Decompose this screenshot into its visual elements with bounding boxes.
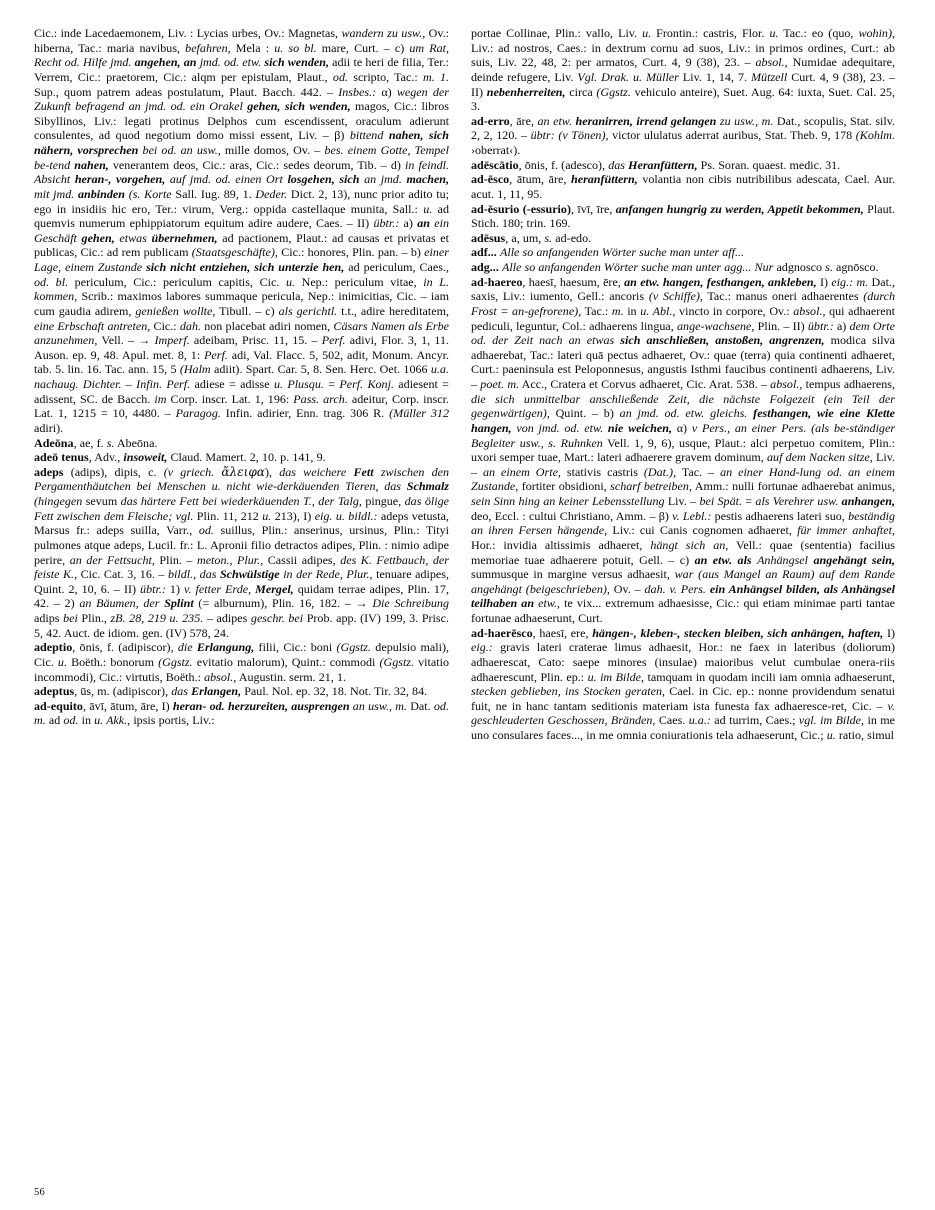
dict-entry: adg... Alle so anfangenden Wörter suche man unter agg... Nur adgnosco s. agnōsco. [471, 260, 879, 274]
dict-entry: adēscātio, ōnis, f. (adesco), das Heranfüttern, Ps. Soran. quaest. medic. 31. [471, 157, 841, 172]
dict-entry: adeptus, ūs, m. (adipiscor), das Erlangen, Paul. Nol. ep. 32, 18. Not. Tir. 32, 84. [34, 684, 428, 699]
dict-entry: ad-equito, āvī, ātum, āre, I) heran- od. herzureiten, ausprengen an usw., m. Dat. od. m. ad od. in u. Akk., ipsis portis, Liv.: [34, 698, 449, 728]
right-text-column [471, 26, 895, 743]
dict-entry: ad-haereo, haesī, haesum, ēre, an etw. hangen, festhangen, ankleben, I) eig.: m. Dat., saxis, Liv.: iumento, Gell.: ancoris (v Schiffe), Tac.: manus oneri adhaerentes (durch Frost = an-gefrorene), Tac.: m. in u. Abl., vincto in corpore, Ov.: absol., qui adhaerent pediculi, leguntur, Col.: adhaerens lingua, ange-wachsene, Plin. – II) übtr.: a) dem Orte od. der Zeit nach an etwas sich anschließen, anstoßen, angrenzen, modica silva adhaerebat, Tac.: lateri quā pectus adhaeret, Ov.: quae (terra) quia continenti adhaeret, Curt.: paeninsula est Peloponnesus, angustis Isthmi faucibus continenti adhaerens, Liv. – poet. m. Acc., Cratera et Corvus adhaeret, Cic. Arat. 538. – absol., tempus adhaerens, die sich unmittelbar anschließende Zeit, die nächste Folgezeit (ein Teil der gegenwärtigen), Quint. – b) an jmd. od. etw. gleichs. festhangen, wie eine Klette hangen, von jmd. od. etw. nie weichen, α) v Pers., an einer Pers. (als be-ständiger Begleiter usw., s. Ruhnken Vell. 1, 9, 6), usque, Plaut.: alci perpetuo comitem, Plin.: uxori semper tuae, Mart.: lateri adhaerere gravem dominum, auf dem Nacken sitze, Liv. – an einem Orte, stativis castris (Dat.), Tac. – an einer Hand-lung od. an einem Zustande, fortiter obsidioni, scharf betreiben, Amm.: nulli fortunae adhaerebat animus, sein Sinn hing an keiner Lebensstellung Liv. – bei Spät. = als Verehrer usw. anhangen, deo, Eccl. : cultui Christiano, Amm. – β) v. Lebl.: pestis adhaerens lateri suo, beständig an ihren Fersen hängende, Liv.: cui Canis cognomen adhaeret, für immer anhaftet, Hor.: invidia altissimis adhaeret, hängt sich an, Vell.: quae (sententia) facilius memoriae tuae adhaerere potuit, Gell. – c) an etw. als Anhängsel angehängt sein, summusque in margine versus adhaesit, war (aus Mangel an Raum) auf dem Rande angehängt (beigeschrieben), Ov. – dah. v. Pers. ein Anhängsel bilden, als Anhängsel teilhaben an etw., te vix... extremum adhaesisse, Cic.: qui etiam minimae parti tantae fortunae adhaeserunt, Curt. [471, 274, 896, 625]
two-column-layout [34, 26, 899, 1176]
dict-entry: portae Collinae, Plin.: vallo, Liv. u. Frontin.: castris, Flor. u. Tac.: eo (quo, wohin), Liv.: ad nostros, Caes.: in dextrum cornu ad suos, Liv.: in primos ordines, Curt.: ab suis, Liv. 22, 48, 2: per armatos, Curt. 4, 9 (38), 23. – absol., Numidae adequitare, deinde refugere, Liv. Vgl. Drak. u. Müller Liv. 1, 14, 7. Mützell Curt. 4, 9 (38), 23. – II) nebenherreiten, circa (Ggstz. vehiculo anteire), Suet. Aug. 64: iuxta, Suet. Cal. 25, 3. [471, 26, 895, 114]
dict-entry: Adeōna, ae, f. s. Abeōna. [34, 435, 158, 450]
page-number: 56 [34, 1187, 45, 1198]
dict-entry: adeps (adips), dipis, c. (v griech. ἄλειφα), das weichere Fett zwischen den Pergamenthäutchen bei Menschen u. nicht wie-derkäuenden Tieren, das Schmalz (hingegen sevum das härtere Fett bei wiederkäuenden T., der Talg, pingue, das ölige Fett zwischen dem Fleische; vgl. Plin. 11, 212 u. 213), I) eig. u. bildl.: adeps vetusta, Marsus fr.: adeps suilla, Varr., od. suillus, Plin.: anserinus, ursinus, Plin.: Tityi pulmones atque adeps, Lucil. fr.: L. Apronii filio detractos adipes, Plin. : nimio adipe perire, an der Fettsucht, Plin. – meton., Plur., Cassii adipes, des K. Fettbauch, der feiste K., Cic. Cat. 3, 16. – bildl., das Schwülstige in der Rede, Plur., tenuare adipes, Quint. 2, 10, 6. – II) übtr.: 1) v. fetter Erde, Mergel, quidam terrae adipes, Plin. 17, 42. – 2) an Bäumen, der Splint (= alburnum), Plin. 16, 182. – → Die Schreibung adips bei Plin., zB. 28, 219 u. 235. – adipes geschr. bei Prob. app. (IV) 199, 3. Prisc. 5, 42. Auct. de idiom. gen. (IV) 578, 24. [34, 464, 450, 640]
dict-entry: ad-haerēsco, haesī, ere, hängen-, kleben-, stecken bleiben, sich anhängen, haften, I) eig.: gravis lateri craterae limus adhaesit, Hor.: ne faex in lateribus (doliorum) adhaerescat, Cato: saepe minores (insulae) maioribus velut cumbulae onera-riis adhaerescunt, Plin. ep.: u. im Bilde, tamquam in quodam incili iam omnia adhaeserunt, stecken geblieben, ins Stocken geraten, Cael. in Cic. ep.: nonne providendum senatui fuit, ne in hanc tantam seditionis materiam ista funesta fax adhaeresce-ret, Cic. – v. geschleuderten Geschossen, Bränden, Caes. u.a.: ad turrim, Caes.; vgl. im Bilde, in me uno consulares faces..., in me omnia coniurationis tela adhaeserunt, Cic.; u. ratio, simul [471, 625, 896, 742]
dict-entry: adeō tenus, Adv., insoweit, Claud. Mamert. 2, 10. p. 141, 9. [34, 450, 326, 465]
dict-entry: ad-ēsurio (-essurio), īvī, īre, anfangen hungrig zu werden, Appetit bekommen, Plaut. Stich. 180; trin. 169. [471, 201, 895, 231]
dict-entry: adf... Alle so anfangenden Wörter suche man unter aff... [471, 245, 745, 260]
dict-entry: adeptio, ōnis, f. (adipiscor), die Erlangung, filii, Cic.: boni (Ggstz. depulsio mali), Cic. u. Boëth.: bonorum (Ggstz. evitatio malorum), Quint.: commodi (Ggstz. vitatio incommodi), Cic.: virtutis, Boëth.: absol., Augustin. serm. 21, 1. [34, 640, 449, 684]
dict-entry: ad-erro, āre, an etw. heranirren, irrend gelangen zu usw., m. Dat., scopulis, Stat. silv. 2, 2, 120. – übtr: (v Tönen), victor ululatus aderrat auribus, Stat. Theb. 9, 178 (Kohlm. ›oberrat‹). [471, 113, 896, 157]
left-text-column [34, 26, 449, 728]
dict-entry: ad-ēsco, ātum, āre, heranfüttern, volantia non cibis nutribilibus adescata, Cael. Aur. acut. 1, 11, 95. [471, 172, 895, 201]
dict-entry: Cic.: inde Lacedaemonem, Liv. : Lycias urbes, Ov.: Magnetas, wandern zu usw., Ov.: hiberna, Tac.: maria navibus, befahren, Mela : u. so bl. mare, Curt. – c) um Rat, Recht od. Hilfe jmd. angehen, an jmd. od. etw. sich wenden, adii te heri de filia, Ter.: Verrem, Cic.: praetorem, Cic.: alqm per epistulam, Plaut., od. scripto, Tac.: m. 1. Sup., quom patrem adeas postulatum, Plaut. Bacch. 442. – Insbes.: α) wegen der Zukunft befragend an jmd. od. ein Orakel gehen, sich wenden, magos, Cic.: libros Sibyllinos, Liv.: legati protinus Delphos cum escendissent, oraculum adierunt consulentes, ad quod negotium domo missi essent, Liv. – β) bittend nahen, sich nähern, vorsprechen bei od. an usw., mille domos, Ov. – bes. einem Gotte, Tempel be-tend nahen, venerantem deos, Cic.: aras, Cic.: sedes deorum, Tib. – d) in feindl. Absicht heran-, vorgehen, auf jmd. od. einen Ort losgehen, sich an jmd. machen, mit jmd. anbinden (s. Korte Sall. Iug. 89, 1. Deder. Dict. 2, 13), nunc prior adito tu; ego in insidiis hic ero, Ter.: virum, Verg.: oppida castellaque munita, Sall.: u. ad quemvis numerum ephippiatorum equitum adire audere, Caes. – II) übtr.: a) an ein Geschäft gehen, etwas übernehmen, ad pactionem, Plaut.: ad causas et privatas et publicas, Cic.: ad rem publicam (Staatsgeschäfte), Cic.: honores, Plin. pan. – b) einer Lage, einem Zustande sich nicht entziehen, sich unterzie hen, ad periculum, Caes., od. bl. periculum, Cic.: periculum capitis, Cic. u. Nep.: periculum vitae, in L. kommen, Scrib.: maximos labores summaque pericula, Nep.: inimicitias, Cic. – iam cum gaudia adirem, genießen wollte, Tibull. – c) als gerichtl. t.t., adire hereditatem, eine Erbschaft antreten, Cic.: dah. non placebat adiri nomen, Cäsars Namen als Erbe anzunehmen, Vell. – → Imperf. adeibam, Prisc. 11, 15. – Perf. adivi, Flor. 3, 1, 11. Auson. ep. 9, 48. Apul. met. 8, 1: Perf. adi, Val. Flacc. 5, 502, adit, Monum. Ancyr. tab. 5. lin. 16. Tac. ann. 15, 5 (Halm adiit). Spart. Car. 5, 8. Sen. Herc. Oet. 1066 u.a. nachaug. Dichter. – Infin. Perf. adiese = adisse u. Plusqu. = Perf. Konj. adiesent = adissent, SC. de Bacch. im Corp. inscr. Lat. 1, 196: Pass. arch. adeitur, Corp. inscr. Lat. 1, 1215 = 10, 4480. – Paragog. Infin. adirier, Enn. trag. 306 R. (Müller 312 adiri). [34, 26, 450, 435]
dict-entry: adēsus, a, um, s. ad-edo. [471, 230, 592, 245]
